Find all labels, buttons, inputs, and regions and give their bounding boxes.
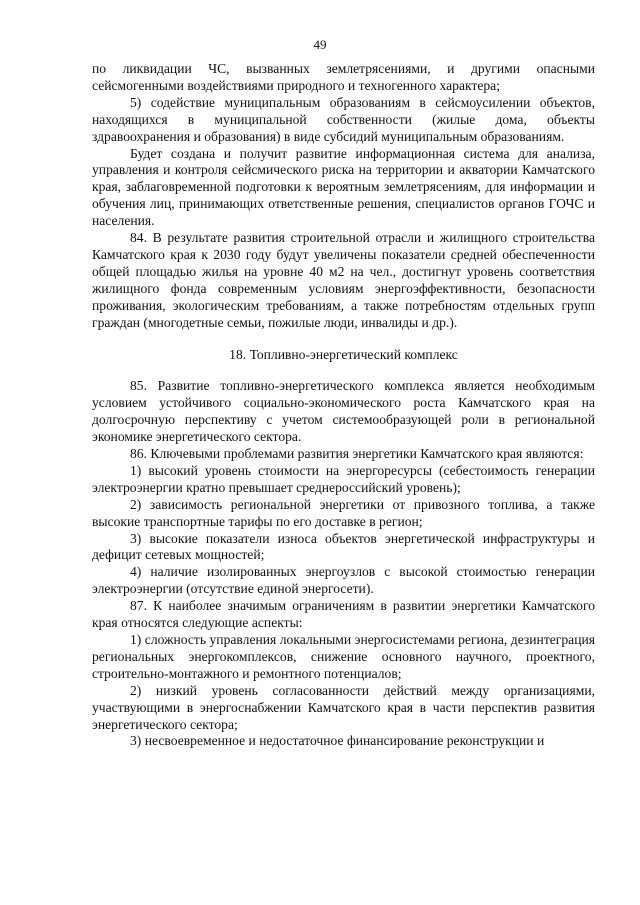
paragraph: 85. Развитие топливно-энергетического комплекса является необходимым условием устойчивого социально-экономического роста Камчатского края на долгосрочную перспективу с учетом системообразующей роли в региональной экономике энергетического сектора. <box>92 378 595 445</box>
list-item: 3) несвоевременное и недостаточное финансирование реконструкции и <box>130 733 545 749</box>
paragraph: 86. Ключевыми проблемами развития энергетики Камчатского края являются: <box>130 446 584 462</box>
paragraph: 84. В результате развития строительной отрасли и жилищного строительства Камчатского края к 2030 году будут увеличены показатели средней обеспеченности общей площадью жилья на уровне 40 м2 на чел., достигнут уровень соответствия жилищного фонда современным условиям энергоэффективности, безопасности проживания, экологическим требованиям, а также потребностям отдельных групп граждан (многодетные семьи, пожилые люди, инвалиды и др.). <box>92 230 595 330</box>
list-item: 4) наличие изолированных энергоузлов с высокой стоимостью генерации электроэнергии (отсутствие единой энергосети). <box>92 564 595 597</box>
list-item: 2) зависимость региональной энергетики от привозного топлива, а также высокие транспортные тарифы по его доставке в регион; <box>92 496 595 529</box>
list-item: 3) высокие показатели износа объектов энергетической инфраструктуры и дефицит сетевых мощностей; <box>92 530 595 563</box>
list-item: 2) низкий уровень согласованности действий между организациями, участвующими в энергоснабжении Камчатского края в части перспектив развития энергетического сектора; <box>92 682 595 732</box>
paragraph-continuation: по ликвидации ЧС, вызванных землетрясениями, и другими опасными сейсмогенными воздействиями природного и техногенного характера; <box>92 61 595 93</box>
paragraph: Будет создана и получит развитие информационная система для анализа, управления и контроля сейсмического риска на территории и акватории Камчатского края, заблаговременной подготовки к вероятным землетрясениям, для информации и обучения лиц, принимающих ответственные решения, специалистов органов ГОЧС и населения. <box>92 145 595 229</box>
list-item: 1) сложность управления локальными энергосистемами региона, дезинтеграция региональных энергокомплексов, снижение основного научного, проектного, строительно-монтажного и ремонтного потенциалов; <box>92 632 595 681</box>
paragraph: 5) содействие муниципальным образованиям в сейсмоусилении объектов, находящихся в муниципальной собственности (жилые дома, объекты здравоохранения и образования) в виде субсидий муниципальным образованиям. <box>92 94 595 144</box>
section-heading: 18. Топливно-энергетический комплекс <box>229 346 458 362</box>
paragraph: 87. К наиболее значимым ограничениям в развитии энергетики Камчатского края относятся следующие аспекты: <box>92 598 595 631</box>
document-body <box>92 61 595 750</box>
list-item: 1) высокий уровень стоимости на энергоресурсы (себестоимость генерации электроэнергии кратно превышает среднероссийский уровень); <box>92 462 595 495</box>
page-number: 49 <box>313 37 327 52</box>
